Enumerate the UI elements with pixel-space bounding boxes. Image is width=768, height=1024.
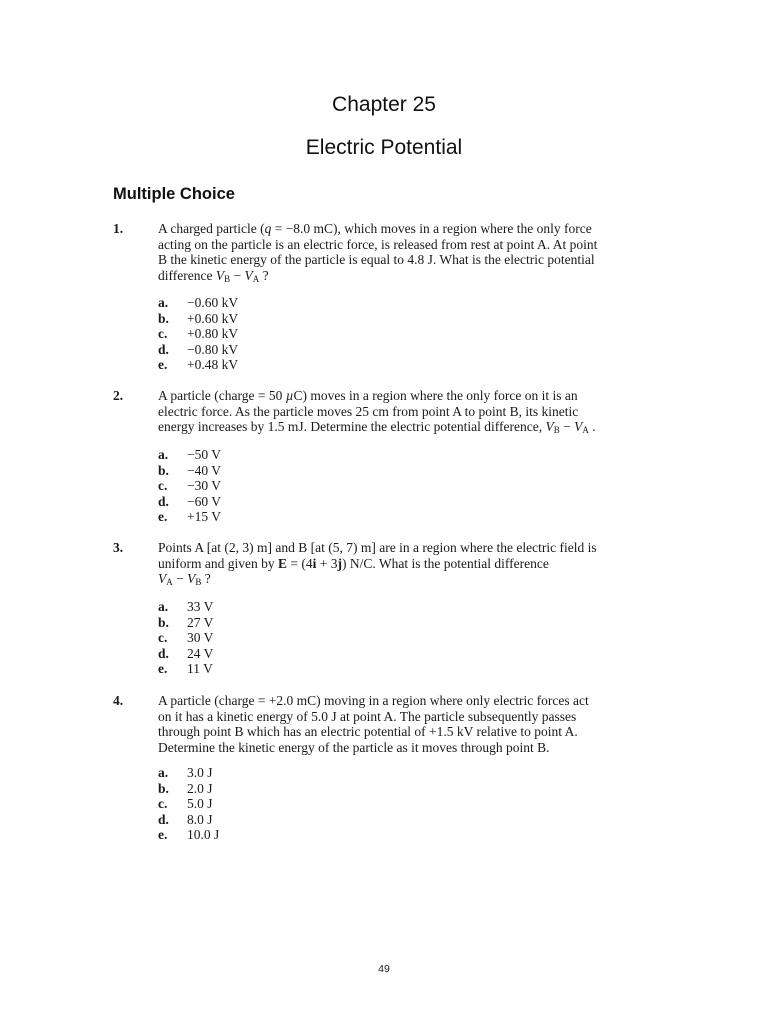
answer-options <box>158 447 221 525</box>
answer-option[interactable]: c. +0.80 kV <box>158 326 239 342</box>
answer-option[interactable]: e. +15 V <box>158 509 221 525</box>
answer-option[interactable]: c. 30 V <box>158 630 214 646</box>
question-number: 4. <box>113 693 124 708</box>
answer-option[interactable]: d. −60 V <box>158 493 221 509</box>
answer-option[interactable]: a. −50 V <box>158 447 221 462</box>
answer-options <box>158 599 213 677</box>
answer-option[interactable]: b. +0.60 kV <box>158 310 239 326</box>
answer-option[interactable]: d. 8.0 J <box>158 811 213 827</box>
question-line: A particle (charge = 50 µC) moves in a region where the only force on it is an <box>158 388 578 403</box>
question-number: 3. <box>113 540 124 555</box>
answer-option[interactable]: e. 11 V <box>158 661 213 677</box>
answer-option[interactable]: b. 2.0 J <box>158 780 213 796</box>
question-line: difference $V_B - V_A$ ? <box>158 267 269 284</box>
answer-option[interactable]: a. −0.60 kV <box>158 295 239 310</box>
answer-option[interactable]: a. 3.0 J <box>158 765 213 780</box>
question-text <box>158 388 658 439</box>
question-line: $V_A - V_B$ ? <box>158 571 211 587</box>
answer-option[interactable]: b. 27 V <box>158 614 214 630</box>
answer-option[interactable]: d. −0.80 kV <box>158 341 239 357</box>
question-text <box>158 693 658 755</box>
question-line: energy increases by 1.5 mJ. Determine the electric potential difference, $V_B - V_A$ . <box>158 419 596 435</box>
section-heading: Multiple Choice <box>113 185 235 203</box>
question-line: Determine the kinetic energy of the particle as it moves through point B. <box>158 739 550 755</box>
answer-option[interactable]: c. 5.0 J <box>158 796 213 812</box>
answer-option[interactable]: b. −40 V <box>158 462 221 478</box>
answer-option[interactable]: a. 33 V <box>158 599 214 614</box>
page-number: 49 <box>378 963 390 975</box>
chapter-subtitle: Electric Potential <box>305 136 463 159</box>
answer-options <box>158 295 238 373</box>
question-line: Points A [at (2, 3) m] and B [at (5, 7) m] are in a region where the electric field is <box>158 540 597 555</box>
answer-option[interactable]: e. 10.0 J <box>158 827 220 843</box>
question-line: through point B which has an electric potential of +1.5 kV relative to point A. <box>158 724 578 739</box>
answer-option[interactable]: e. +0.48 kV <box>158 357 239 373</box>
chapter-title: Chapter 25 <box>332 93 436 116</box>
question-text <box>158 221 658 287</box>
question-number: 2. <box>113 388 124 403</box>
question-text <box>158 540 658 591</box>
question-line: acting on the particle is an electric force, is released from rest at point A. At point <box>158 236 598 252</box>
question-line: uniform and given by E = (4i + 3j) N/C. What is the potential difference <box>158 555 549 571</box>
answer-option[interactable]: d. 24 V <box>158 645 214 661</box>
question-line: on it has a kinetic energy of 5.0 J at point A. The particle subsequently passes <box>158 708 577 724</box>
answer-option[interactable]: c. −30 V <box>158 478 221 494</box>
answer-options <box>158 765 219 843</box>
question-line: A particle (charge = +2.0 mC) moving in a region where only electric forces act <box>158 693 589 708</box>
question-line: A charged particle (q = −8.0 mC), which moves in a region where the only force <box>158 221 592 236</box>
question-number: 1. <box>113 221 124 236</box>
question-line: electric force. As the particle moves 25 cm from point A to point B, its kinetic <box>158 403 579 419</box>
question-line: B the kinetic energy of the particle is equal to 4.8 J. What is the electric potential <box>158 252 595 267</box>
